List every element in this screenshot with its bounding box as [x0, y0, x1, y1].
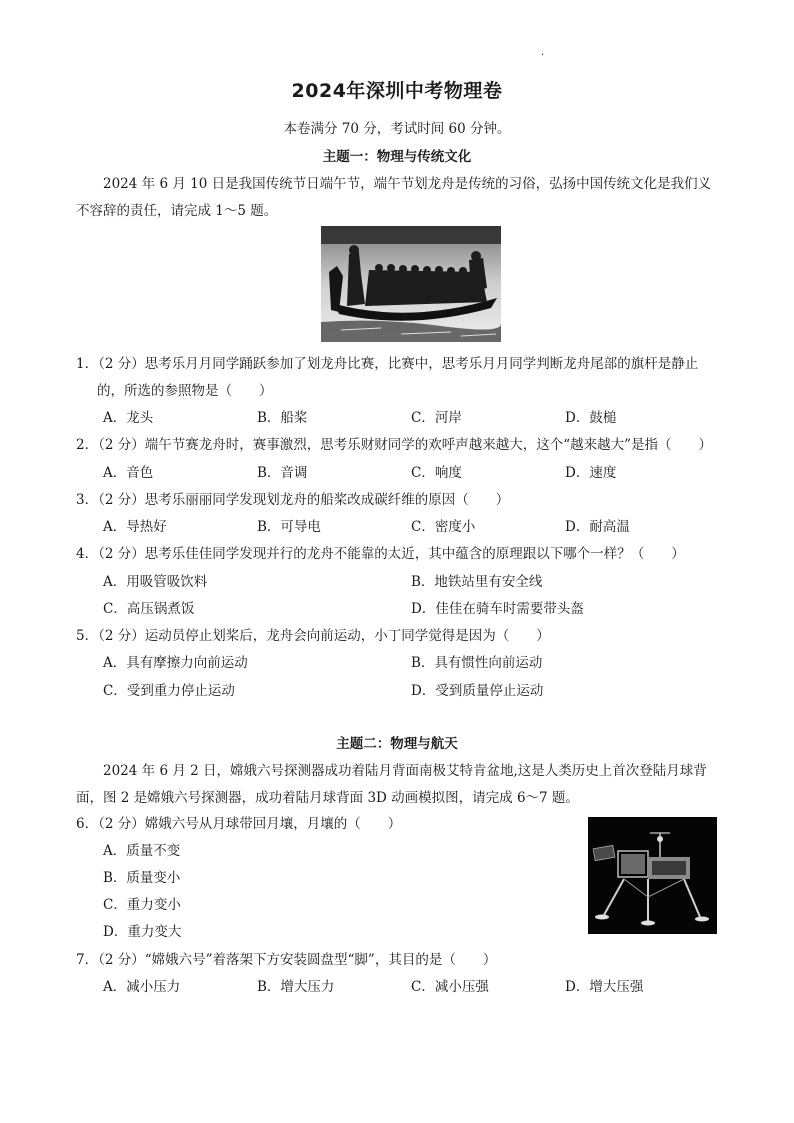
q3-option-a[interactable]: A．导热好 — [103, 519, 167, 535]
q4-option-d[interactable]: D．佳佳在骑车时需要带头盔 — [411, 601, 584, 617]
topic2-intro-line1: 2024 年 6 月 2 日，嫦娥六号探测器成功着陆月背面南极艾特肯盆地,这是人类历史上首次登陆月球背 — [103, 763, 707, 779]
q2-option-c[interactable]: C．响度 — [411, 465, 462, 481]
q2-option-a[interactable]: A．音色 — [103, 465, 154, 481]
q1-option-b[interactable]: B．船桨 — [257, 410, 308, 426]
question-6-stem: 6．（2 分）嫦娥六号从月球带回月壤，月壤的（ ） — [76, 816, 402, 832]
exam-info: 本卷满分 70 分，考试时间 60 分钟。 — [283, 121, 511, 137]
q4-option-c[interactable]: C．高压锅煮饭 — [103, 601, 195, 617]
question-5-stem: 5．（2 分）运动员停止划桨后，龙舟会向前运动，小丁同学觉得是因为（ ） — [76, 628, 550, 644]
topic1-intro-line1: 2024 年 6 月 10 日是我国传统节日端午节，端午节划龙舟是传统的习俗，弘扬中国传统文化是我们义 — [103, 176, 712, 192]
topic1-heading: 主题一：物理与传统文化 — [322, 149, 472, 165]
question-2-stem: 2．（2 分）端午节赛龙舟时，赛事激烈，思考乐财财同学的欢呼声越来越大，这个“越来越大”是指（ ） — [76, 437, 713, 453]
q5-option-c[interactable]: C．受到重力停止运动 — [103, 683, 235, 699]
q1-option-d[interactable]: D．鼓槌 — [565, 410, 617, 426]
topic2-heading: 主题二：物理与航天 — [336, 736, 458, 752]
q7-option-a[interactable]: A．减小压力 — [103, 979, 181, 995]
q3-option-d[interactable]: D．耐高温 — [565, 519, 630, 535]
topic2-intro-line2: 面，图 2 是嫦娥六号探测器，成功着陆月球背面 3D 动画模拟图，请完成 6～7 题。 — [76, 790, 579, 806]
topic1-intro-line2: 不容辞的责任，请完成 1～5 题。 — [76, 203, 278, 219]
q6-option-b[interactable]: B．质量变小 — [103, 870, 181, 886]
q1-option-c[interactable]: C．河岸 — [411, 410, 462, 426]
question-1-stem: 1．（2 分）思考乐月月同学踊跃参加了划龙舟比赛，比赛中，思考乐月月同学判断龙舟尾部的旗杆是静止 — [76, 356, 699, 372]
q5-option-d[interactable]: D．受到质量停止运动 — [411, 683, 544, 699]
lunar-lander-image — [588, 817, 717, 934]
question-4-stem: 4．（2 分）思考乐佳佳同学发现并行的龙舟不能靠的太近，其中蕴含的原理跟以下哪个一样？（ ） — [76, 546, 685, 562]
q7-option-c[interactable]: C．减小压强 — [411, 979, 489, 995]
q5-option-a[interactable]: A．具有摩擦力向前运动 — [103, 655, 248, 671]
q2-option-b[interactable]: B．音调 — [257, 465, 308, 481]
question-3-stem: 3．（2 分）思考乐丽丽同学发现划龙舟的船桨改成碳纤维的原因（ ） — [76, 492, 510, 508]
q4-option-a[interactable]: A．用吸管吸饮料 — [103, 574, 208, 590]
q7-option-d[interactable]: D．增大压强 — [565, 979, 644, 995]
q6-option-a[interactable]: A．质量不变 — [103, 843, 181, 859]
q3-option-c[interactable]: C．密度小 — [411, 519, 476, 535]
q7-option-b[interactable]: B．增大压力 — [257, 979, 335, 995]
q3-option-b[interactable]: B．可导电 — [257, 519, 321, 535]
q2-option-d[interactable]: D．速度 — [565, 465, 617, 481]
question-1-stem-cont: 的，所选的参照物是（ ） — [97, 383, 273, 399]
q1-option-a[interactable]: A．龙头 — [103, 410, 154, 426]
q5-option-b[interactable]: B．具有惯性向前运动 — [411, 655, 543, 671]
question-7-stem: 7．（2 分）“嫦娥六号”着落架下方安装圆盘型“脚”，其目的是（ ） — [76, 952, 497, 968]
q4-option-b[interactable]: B．地铁站里有安全线 — [411, 574, 543, 590]
dragon-boat-photo — [321, 226, 501, 342]
q6-option-c[interactable]: C．重力变小 — [103, 897, 181, 913]
page-title: 2024年深圳中考物理卷 — [291, 80, 503, 102]
page-dot: · — [541, 50, 545, 61]
q6-option-d[interactable]: D．重力变大 — [103, 924, 182, 940]
